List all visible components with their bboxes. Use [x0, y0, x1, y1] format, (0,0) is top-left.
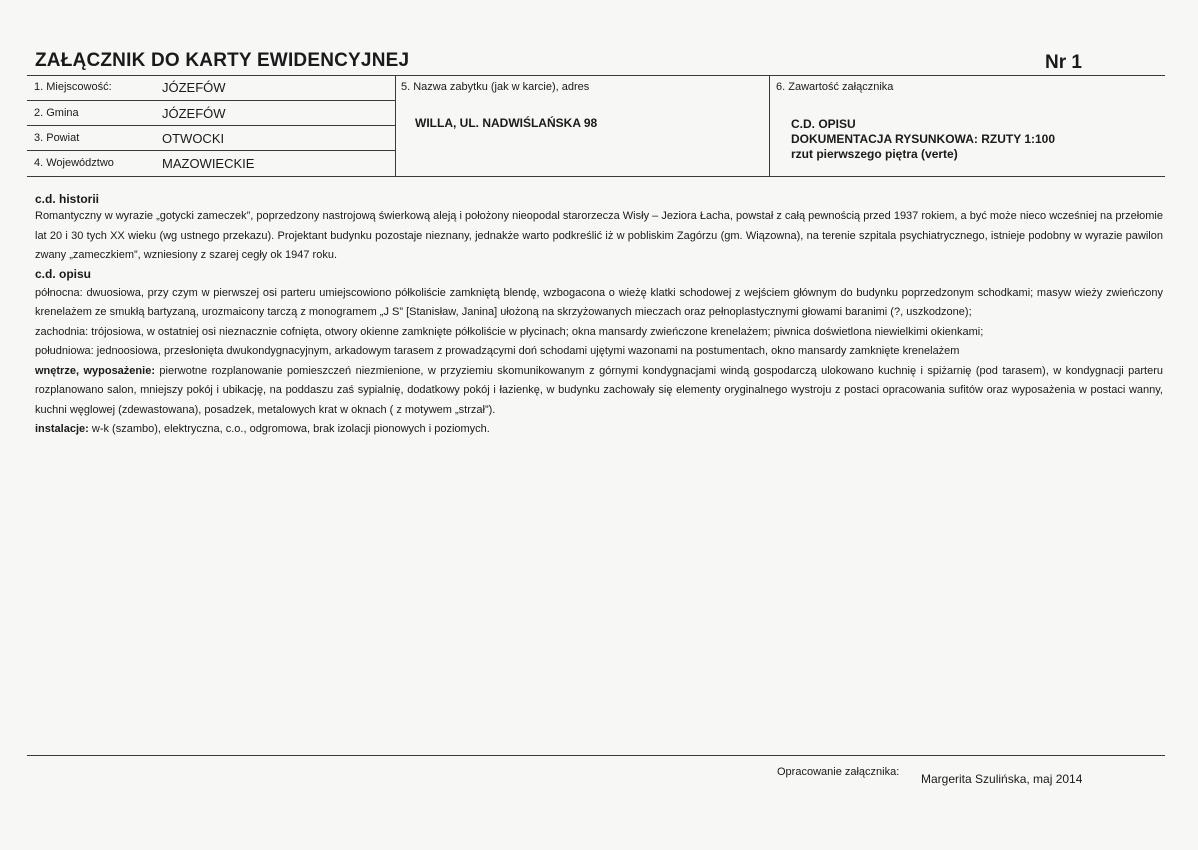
table-bottom-border: [27, 176, 1165, 177]
opis-polnocna: północna: dwuosiowa, przy czym w pierwszej osi parteru umiejscowiono półkoliście zamkniętą blendę, wzbogacona o wieżę klatki schodowej z wejściem głównym do budynku poprzedzonym schodkami; masyw wieży zwieńczony krenelażem ze smukłą bartyzaną, urozmaicony tarczą z monogramem „J S” [Stanisław, Janina] ułożoną na skrzyżowanych mieczach oraz pełnoplastycznymi głowami baranimi (?, uszkodzone);: [35, 286, 1163, 318]
footer-author: Margerita Szulińska, maj 2014: [921, 772, 1083, 786]
wnetrze-text: pierwotne rozplanowanie pomieszczeń niezmienione, w przyziemiu skomunikowanym z górnymi kondygnacjami windą gospodarczą ulokowano kuchnię i spiżarnię (pod tarasem), w kondygnacji parteru rozplanowano salon, mniejszy pokój i ubikację, na poddaszu zaś sypialnię, dodatkowy pokój i łazienkę, w budynku zachowały się elementy oryginalnego wystroju z postaci opracowania sufitów oraz wyposażenia w postaci wanny, kuchni węglowej (zdewastowana), posadzek, metalowych krat w oknach ( z motywem „strzał”).: [35, 364, 1163, 416]
table-top-border: [27, 75, 1165, 76]
field-value-powiat: OTWOCKI: [162, 131, 225, 146]
field-value-wojewodztwo: MAZOWIECKIE: [162, 156, 255, 171]
footer-divider: [27, 755, 1165, 756]
opis-instalacje: [35, 420, 1163, 440]
document-body: [35, 192, 1163, 440]
field-label-zabytek: 5. Nazwa zabytku (jak w karcie), adres: [401, 81, 590, 93]
opis-poludniowa: południowa: jednoosiowa, przesłonięta dwukondygnacyjnym, arkadowym tarasem z prowadzącymi doń schodami ujętymi wazonami na postumentach, okno mansardy zamknięte krenelażem: [35, 345, 960, 357]
row-divider-3: [27, 150, 395, 151]
column-divider-1: [395, 75, 396, 176]
field-label-zawartosc: 6. Zawartość załącznika: [776, 81, 894, 93]
footer-label: Opracowanie załącznika:: [777, 766, 900, 778]
opis-wnetrze: [35, 362, 1163, 421]
zawartosc-line-2: DOKUMENTACJA RYSUNKOWA: RZUTY 1:100: [791, 132, 1056, 146]
field-label-wojewodztwo: 4. Województwo: [34, 157, 114, 169]
field-label-miejscowosc: 1. Miejscowość:: [34, 81, 112, 93]
opis-zachodnia: zachodnia: trójosiowa, w ostatniej osi nieznacznie cofnięta, otwory okienne zamknięte półkoliście w płycinach; okna mansardy zwieńczone krenelażem; piwnica doświetlona niewielkimi okienkami;: [35, 325, 984, 338]
field-label-powiat: 3. Powiat: [34, 132, 80, 144]
wnetrze-label: wnętrze, wyposażenie:: [35, 364, 155, 377]
instalacje-text: w-k (szambo), elektryczna, c.o., odgromowa, brak izolacji pionowych i poziomych.: [88, 423, 490, 435]
zawartosc-line-3: rzut pierwszego piętra (verte): [791, 147, 958, 161]
row-divider-2: [27, 125, 395, 126]
section-title-opis: c.d. opisu: [35, 266, 92, 281]
field-value-gmina: JÓZEFÓW: [162, 106, 226, 121]
row-divider-1: [27, 100, 395, 101]
zawartosc-line-1: C.D. OPISU: [791, 117, 856, 131]
field-label-gmina: 2. Gmina: [34, 107, 79, 119]
section-title-historia: c.d. historii: [35, 192, 100, 206]
column-divider-2: [769, 75, 770, 176]
historia-paragraph: Romantyczny w wyrazie „gotycki zameczek”, poprzedzony nastrojową świerkową aleją i położony nieopodal starorzecza Wisły – Jeziora Łacha, powstał z całą pewnością przed 1937 rokiem, a być może nieco wcześniej na przełomie lat 20 i 30 tych XX wieku (wg ustnego przekazu). Projektant budynku pozostaje nieznany, jednakże warto podkreślić iż w pobliskim Zagórzu (gm. Wiązowna), na terenie szpitala psychiatrycznego, istnieje podobny w wyrazie pawilon zwany „zameczkiem”, wzniesiony z szarej cegły ok 1947 roku.: [35, 210, 1163, 261]
field-value-zabytek: WILLA, UL. NADWIŚLAŃSKA 98: [415, 116, 598, 130]
field-value-miejscowosc: JÓZEFÓW: [162, 80, 226, 95]
document-number: Nr 1: [1045, 52, 1082, 73]
document-title: ZAŁĄCZNIK DO KARTY EWIDENCYJNEJ: [35, 50, 410, 71]
instalacje-label: instalacje:: [35, 423, 89, 435]
